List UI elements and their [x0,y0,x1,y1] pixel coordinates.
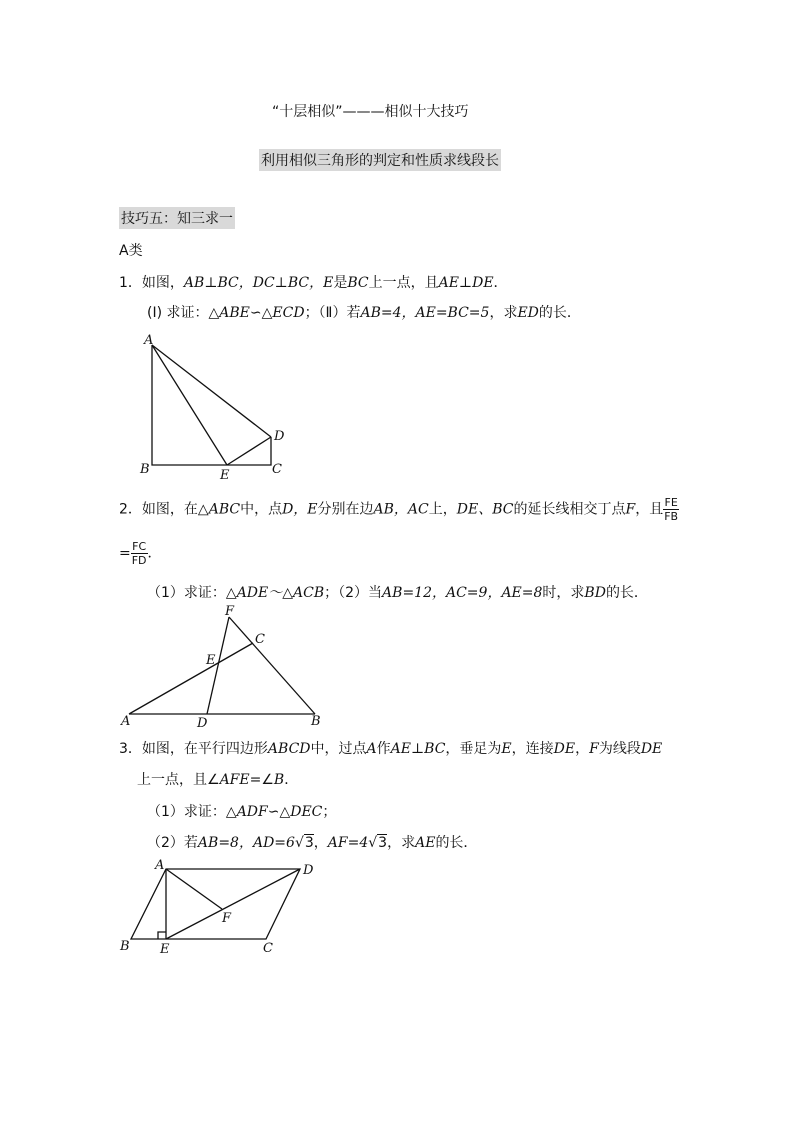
fraction-fe-fb: $\frac{FE}{FB}$ [664,496,679,523]
point-label-e: E [206,653,216,668]
problem-2-parts: （1）求证：△ADE～△ACB；（2）当AB=12，AC=9，AE=8时，求BD的长． [147,585,648,601]
fraction-fc-fd: $\frac{FC}{FD}$ [131,540,147,567]
problem-2-ratio: = $\frac{FC}{FD}$ ． [119,540,162,567]
point-label-c: C [263,941,273,956]
point-label-e: E [220,468,230,483]
point-label-f: F [225,604,235,619]
problem-3-part-2: （2）若AB=8，AD=6√3，AF=4√3，求AE的长． [147,835,478,851]
point-label-f: F [222,911,232,926]
point-label-b: B [311,714,321,729]
point-label-d: D [197,716,208,731]
point-label-d: D [274,429,285,444]
point-label-a: A [144,333,154,348]
technique-heading: 技巧五：知三求一 [119,207,235,229]
category-label: A类 [119,243,143,259]
point-label-c: C [255,632,265,647]
document-subtitle: 利用相似三角形的判定和性质求线段长 [259,149,501,171]
point-label-e: E [160,942,170,957]
problem-3-part-1: （1）求证：△ADF∽△DEC； [147,804,337,820]
point-label-b: B [120,939,130,954]
problem-3-stem-line-1: 3．如图，在平行四边形ABCD中，过点A作AE⊥BC，垂足为E，连接DE，F为线段DE [119,741,663,757]
point-label-b: B [140,462,150,477]
document-title: “十层相似”———相似十大技巧 [272,104,469,120]
point-label-a: A [155,858,165,873]
problem-1-stem: 1．如图，AB⊥BC，DC⊥BC，E是BC上一点，且AE⊥DE． [119,275,508,291]
problem-3-stem-line-2: 上一点，且∠AFE=∠B． [137,772,299,788]
point-label-d: D [303,863,314,878]
problem-2-stem: 2．如图，在△ABC中，点D，E分别在边AB，AC上，DE、BC的延长线相交丁点F，且 $\frac{FE}{FB}$ [119,496,679,523]
point-label-a: A [121,714,131,729]
problem-1-parts: (I) 求证：△ABE∽△ECD；（Ⅱ）若AB=4，AE=BC=5，求ED的长． [147,305,581,321]
point-label-c: C [272,462,282,477]
